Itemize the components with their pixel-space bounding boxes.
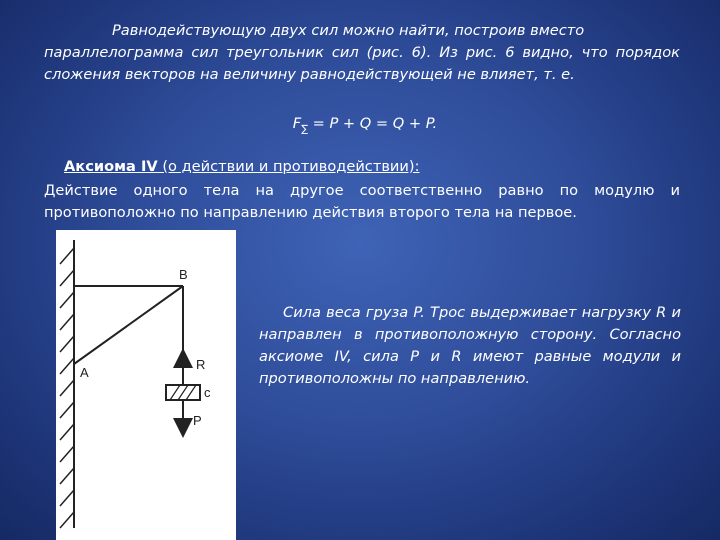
intro-line-1: Равнодействующую двух сил можно найти, построив вместо (112, 22, 585, 39)
label-r: R (196, 357, 206, 372)
axiom-title (64, 158, 420, 175)
label-b: B (179, 267, 188, 282)
formula-sub: ∑ (301, 123, 308, 135)
formula (0, 115, 720, 135)
intro-line-rest: параллелограмма сил треугольник сил (рис. 6). Из рис. 6 видно, что порядок сложения векторов на величину равнодействующей не влияет, т. е. (44, 44, 680, 83)
axiom-text-line-1: Действие одного тела на другое соответственно равно по модулю и (44, 182, 680, 199)
formula-rest: = P + Q = Q + P. (307, 115, 438, 132)
label-a: A (80, 365, 89, 380)
formula-f: F (292, 115, 302, 132)
axiom-title-rest: (о действии и противодействии): (157, 158, 420, 175)
label-c: c (204, 385, 211, 400)
caption-line-1: Сила веса груза P. Трос выдерживает нагрузку R и (283, 304, 681, 321)
force-diagram-svg (56, 230, 236, 540)
caption-line-rest: направлен в противоположную сторону. Согласно аксиоме IV, сила P и R имеют равные модули и противоположны по направлению. (259, 326, 681, 387)
force-diagram (56, 230, 236, 540)
wall-hatching (60, 248, 74, 528)
intro-paragraph (44, 20, 680, 86)
caption-paragraph (259, 302, 681, 390)
label-p: P (193, 413, 202, 428)
axiom-text-line-2: противоположно по направлению действия второго тела на первое. (44, 204, 577, 221)
axiom-text (44, 180, 680, 224)
axiom-title-bold: Аксиома IV (64, 158, 158, 175)
diagonal-rod (74, 286, 183, 364)
